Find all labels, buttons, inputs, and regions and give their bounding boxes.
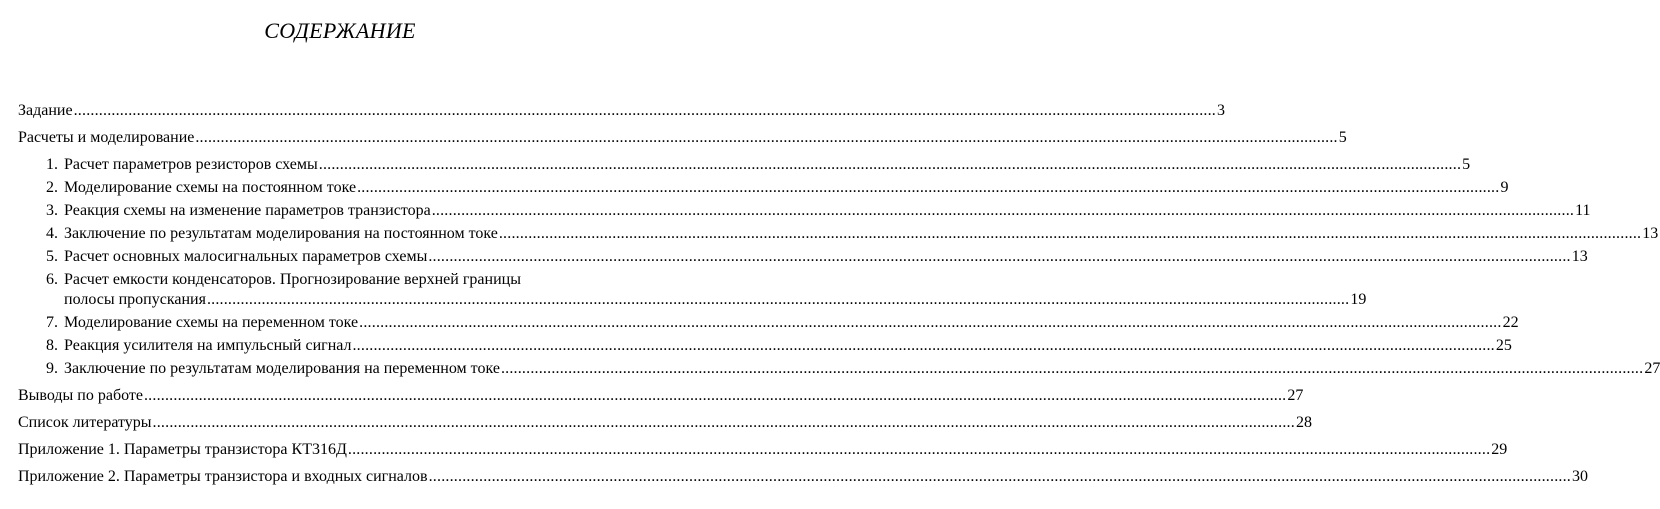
toc-page-number: 13 xyxy=(1571,248,1588,265)
toc-subentry-7 xyxy=(18,313,1519,333)
toc-subentry-6 xyxy=(18,270,682,290)
dot-leader xyxy=(501,359,1643,379)
toc-page-number: 29 xyxy=(1491,441,1508,458)
dot-leader xyxy=(429,467,1571,487)
toc-page-number: 19 xyxy=(1350,291,1367,308)
toc-entry-label-continued: полосы пропускания xyxy=(64,291,206,308)
toc-page-number: 22 xyxy=(1502,314,1519,331)
toc-page-number: 5 xyxy=(1462,156,1471,173)
toc-subentry-number: 2. xyxy=(46,179,58,196)
toc-page-number: 5 xyxy=(1338,129,1347,146)
page-title: СОДЕРЖАНИЕ xyxy=(264,18,416,43)
toc-subentry-number: 4. xyxy=(46,225,58,242)
dot-leader xyxy=(195,128,1337,148)
toc-entry-label: Выводы по работе xyxy=(18,387,143,404)
toc-page-number: 9 xyxy=(1500,179,1509,196)
toc-entry-appendix-2 xyxy=(18,467,1588,487)
dot-leader xyxy=(144,386,1286,406)
dot-leader xyxy=(352,336,1494,356)
toc-subentry-1 xyxy=(18,155,1471,175)
toc-entry-label: Заключение по результатам моделирования на постоянном токе xyxy=(64,225,498,242)
dot-leader xyxy=(319,155,1461,175)
toc-entry-task xyxy=(18,101,1225,121)
toc-entry-label: Расчеты и моделирование xyxy=(18,129,195,146)
toc-entry-label: Расчет емкости конденсаторов. Прогнозирование верхней границы xyxy=(64,271,521,288)
dot-leader xyxy=(359,313,1501,333)
dot-leader xyxy=(428,247,1570,267)
toc-subentry-3 xyxy=(18,201,1591,221)
toc-entry-label: Заключение по результатам моделирования на переменном токе xyxy=(64,360,500,377)
toc-subentry-2 xyxy=(18,178,1509,198)
toc-page-number: 27 xyxy=(1287,387,1304,404)
toc-entry-references xyxy=(18,413,1312,433)
toc-entry-appendix-1 xyxy=(18,440,1508,460)
dot-leader xyxy=(153,413,1295,433)
toc-subentry-9 xyxy=(18,359,1660,379)
toc-subentry-number: 8. xyxy=(46,337,58,354)
toc-entry-label: Моделирование схемы на постоянном токе xyxy=(64,179,357,196)
toc-entry-conclusions xyxy=(18,386,1304,406)
toc-entry-label: Приложение 1. Параметры транзистора КТ316Д xyxy=(18,441,347,458)
toc-page-number: 28 xyxy=(1295,414,1312,431)
toc-subentry-number: 1. xyxy=(46,156,58,173)
toc-entry-label: Моделирование схемы на переменном токе xyxy=(64,314,359,331)
toc-entry-label: Список литературы xyxy=(18,414,152,431)
toc-entry-label: Расчет основных малосигнальных параметров схемы xyxy=(64,248,428,265)
toc-page-number: 30 xyxy=(1572,468,1588,485)
toc-entry-label: Реакция схемы на изменение параметров транзистора xyxy=(64,202,431,219)
toc-subentry-6-continued xyxy=(18,290,1367,310)
toc-page-number: 11 xyxy=(1575,202,1591,219)
toc-entry-label: Расчет параметров резисторов схемы xyxy=(64,156,318,173)
dot-leader xyxy=(499,224,1641,244)
toc-subentry-number: 3. xyxy=(46,202,58,219)
toc-subentry-8 xyxy=(18,336,1512,356)
toc-entry-label: Задание xyxy=(18,102,73,119)
toc-subentry-number: 5. xyxy=(46,248,58,265)
toc-subentry-number: 9. xyxy=(46,360,58,377)
toc-entry-calc xyxy=(18,128,1347,148)
dot-leader xyxy=(74,101,1216,121)
toc-entry-label: Приложение 2. Параметры транзистора и входных сигналов xyxy=(18,468,428,485)
table-of-contents xyxy=(18,101,1660,494)
toc-subentry-4 xyxy=(18,224,1659,244)
dot-leader xyxy=(357,178,1499,198)
toc-page-number: 25 xyxy=(1495,337,1512,354)
toc-page-number: 3 xyxy=(1217,102,1225,119)
toc-subentry-5 xyxy=(18,247,1588,267)
toc-subentry-number: 6. xyxy=(46,271,58,288)
toc-subentry-number: 7. xyxy=(46,314,58,331)
dot-leader xyxy=(432,201,1574,221)
dot-leader xyxy=(207,290,1349,310)
toc-entry-label: Реакция усилителя на импульсный сигнал xyxy=(64,337,352,354)
toc-page-number: 13 xyxy=(1642,225,1659,242)
dot-leader xyxy=(348,440,1490,460)
toc-page-number: 27 xyxy=(1644,360,1660,377)
